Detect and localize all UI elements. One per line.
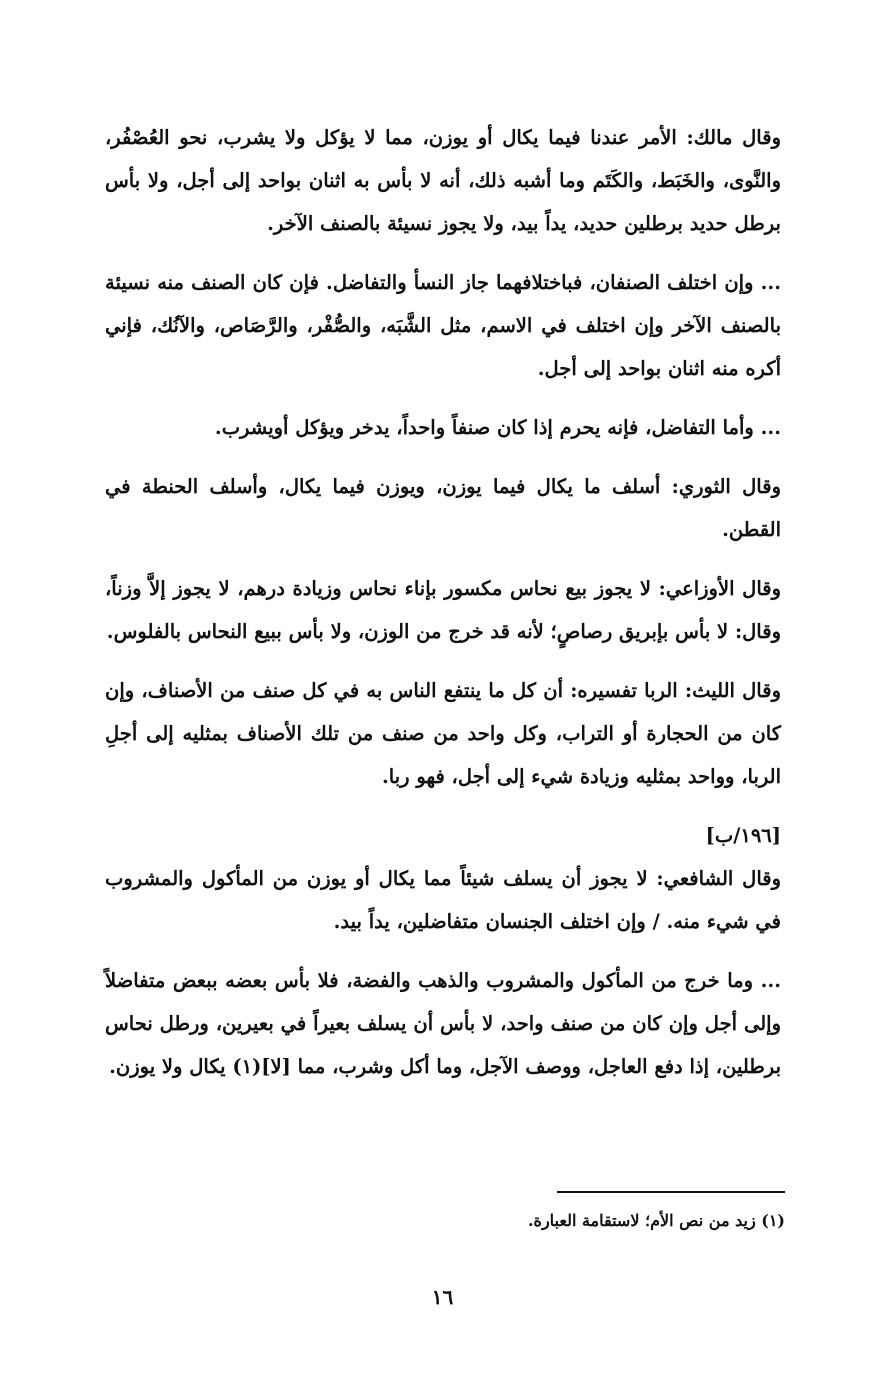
footnote-separator (557, 1191, 785, 1193)
paragraph-awzai: وقال الأوزاعي: لا يجوز بيع نحاس مكسور بإناء نحاس وزيادة درهم، لا يجوز إلاَّ وزناً، وقال: لا بأس بإبريق رصاصٍ؛ لأنه قد خرج من الوزن، ولا بأس ببيع النحاس بالفلوس. (105, 577, 781, 643)
shafii-block (105, 814, 781, 943)
paragraph-thawri: وقال الثوري: أسلف ما يكال فيما يوزن، ويوزن فيما يكال، وأسلف الحنطة في القطن. (105, 475, 781, 541)
paragraph-tafadul: ... وأما التفاضل، فإنه يحرم إذا كان صنفاً واحداً، يدخر ويؤكل أويشرب. (214, 416, 781, 439)
paragraph-non-edibles: ... وما خرج من المأكول والمشروب والذهب والفضة، فلا بأس بعضه ببعض متفاضلاً وإلى أجل وإن كان من صنف واحد، لا بأس أن يسلف بعيراً في بعيرين، ورطل نحاس برطلين، إذا دفع العاجل، ووصف الآجل، وما أكل وشرب، مما [لا](١) يكال ولا يوزن. (105, 969, 781, 1078)
page-number: ١٦ (431, 1285, 454, 1309)
paragraph-malik: وقال مالك: الأمر عندنا فيما يكال أو يوزن، مما لا يؤكل ولا يشرب، نحو العُصْفُر، والنَّوى، والخَبَط، والكَتَم وما أشبه ذلك، أنه لا بأس به اثنان بواحد إلى أجل، ولا بأس برطل حديد برطلين حديد، يداً بيد، ولا يجوز نسيئة بالصنف الآخر. (105, 126, 781, 235)
paragraph-different-kinds: ... وإن اختلف الصنفان، فباختلافهما جاز النسأ والتفاضل. فإن كان الصنف منه نسيئة بالصنف الآخر وإن اختلف في الاسم، مثل الشَّبَه، والصُّفْر، والرَّصَاص، والآنُك، فإني أكره منه اثنان بواحد إلى أجل. (105, 271, 781, 380)
paragraph-shafii: وقال الشافعي: لا يجوز أن يسلف شيئاً مما يكال أو يوزن من المأكول والمشروب في شيء منه. / وإن اختلف الجنسان متفاضلين، يداً بيد. (105, 867, 781, 933)
paragraph-layth: وقال الليث: الربا تفسيره: أن كل ما ينتفع الناس به في كل صنف من الأصناف، وإن كان من الحجارة أو التراب، وكل واحد من صنف من تلك الأصناف بمثليه إلى أجلِ الربا، وواحد بمثليه وزيادة شيء إلى أجل، فهو ربا. (105, 679, 781, 788)
footnote: (١) زيد من نص الأم؛ لاستقامة العبارة. (527, 1211, 785, 1230)
page-body (105, 116, 781, 1104)
manuscript-folio-marker: [١٩٦/ب] (705, 824, 781, 847)
